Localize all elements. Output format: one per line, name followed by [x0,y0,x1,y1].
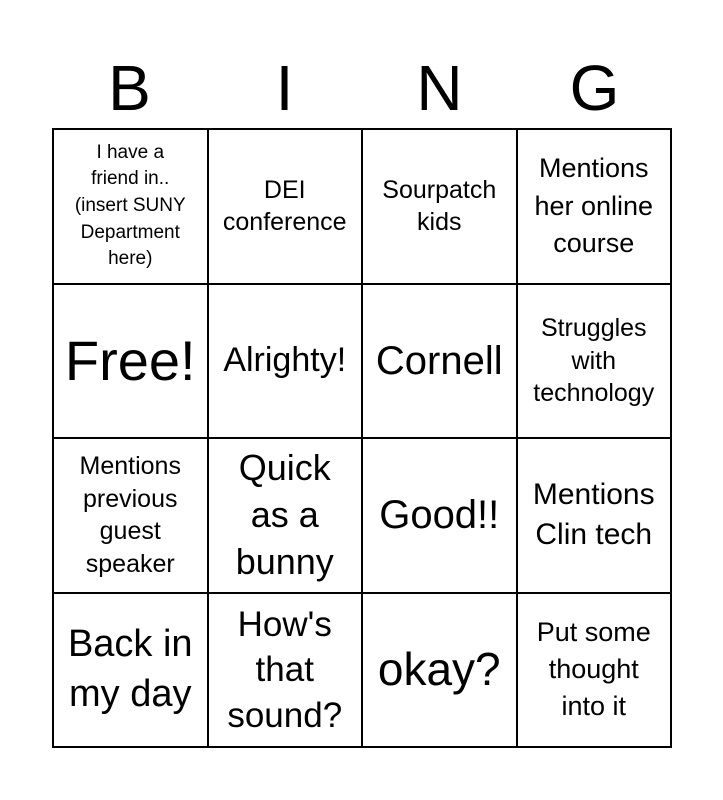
bingo-cell[interactable] [362,284,517,439]
bingo-cell-label: Free! [64,328,196,392]
bingo-cell-label: Put some thought into it [536,616,651,722]
bingo-cell[interactable] [53,593,208,748]
bingo-cell-label: Mentions previous guest speaker [79,452,181,578]
bingo-cell-label: Quick as a bunny [235,447,334,582]
bingo-cell-label: How's that sound? [227,604,343,735]
bingo-cell-label: I have a friend in.. (insert SUNY Department here) [74,141,186,270]
bingo-cell-label: Mentions Clin tech [532,477,655,552]
bingo-cell[interactable] [362,438,517,593]
bingo-cell[interactable] [53,438,208,593]
bingo-cell[interactable] [208,284,363,439]
bingo-cell[interactable] [517,593,672,748]
bingo-cell[interactable] [362,593,517,748]
bingo-cell[interactable] [208,593,363,748]
bingo-cell[interactable] [53,284,208,439]
bingo-cell-label: Alrighty! [223,341,347,380]
bingo-cell-label: Mentions her online course [534,153,654,258]
bingo-cell[interactable] [517,438,672,593]
header-letter-i: I [275,52,294,124]
bingo-cell-label: Cornell [375,338,503,383]
bingo-cell-label: Struggles with technology [533,314,655,407]
bingo-cell-label: Back in my day [67,623,193,715]
bingo-cell-label: okay? [377,643,501,696]
bingo-cell[interactable] [208,438,363,593]
header-letter-b: B [108,52,151,124]
bingo-cell[interactable] [53,129,208,284]
bingo-header [52,48,672,128]
bingo-cell[interactable] [517,129,672,284]
header-letter-n: N [416,52,463,124]
bingo-cell-label: Sourpatch kids [382,175,497,237]
bingo-cell[interactable] [208,129,363,284]
bingo-cell[interactable] [362,129,517,284]
bingo-board [52,128,672,748]
bingo-cell[interactable] [517,284,672,439]
bingo-cell-label: Good!! [379,493,500,538]
header-letter-g: G [569,52,620,124]
bingo-cell-label: DEI conference [222,175,347,237]
